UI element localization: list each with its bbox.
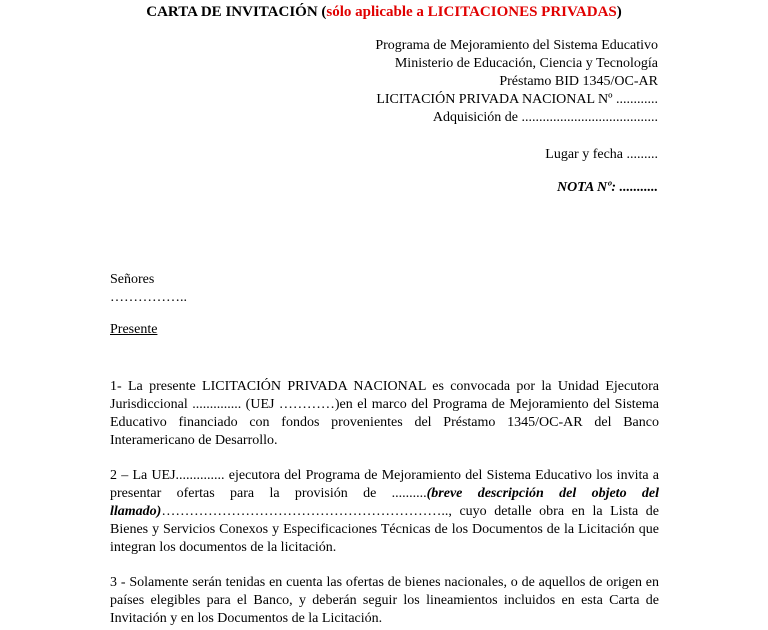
title-highlight: sólo aplicable a LICITACIONES PRIVADAS [326,4,617,20]
paragraph-2 [110,467,659,557]
header-ministry: Ministerio de Educación, Ciencia y Tecnología [394,56,658,71]
paragraph-2-emphasis: (breve descripción del objeto del llamado) [110,486,659,519]
document-title [0,2,768,22]
title-suffix: ) [616,4,622,20]
note-number: NOTA Nº: ........... [556,180,658,195]
header-adquisicion: Adquisición de ....................................... [432,110,658,125]
addressee-placeholder: …………….. [110,290,187,305]
paragraph-2-end: …………………………………………………….., cuyo detalle obra en la Lista de Bienes y Servicios Conexos y Especificaciones Técnicas de los Documentos de la Licitación que integran los documentos de la licitación. [110,504,659,555]
header-loan: Préstamo BID 1345/OC-AR [499,74,658,89]
addressee-greeting: Señores [110,272,155,287]
paragraph-3: 3 - Solamente serán tenidas en cuenta las ofertas de bienes nacionales, o de aquellos de origen en países elegibles para el Banco, y deberán seguir los lineamientos incluidos en esta Carta de Invitación y en los Documentos de la Licitación. [110,575,659,626]
presente-label: Presente [110,322,158,337]
place-date: Lugar y fecha ......... [545,147,658,162]
title-prefix: CARTA DE INVITACIÓN ( [146,4,327,20]
paragraph-1: 1- La presente LICITACIÓN PRIVADA NACIONAL es convocada por la Unidad Ejecutora Jurisdiccional .............. (UEJ …………)en el marco del Programa de Mejoramiento del Sistema Educativo financiado con fondos provenientes del Préstamo 1345/OC-AR del Banco Interamericano de Desarrollo. [110,379,659,448]
header-licitacion: LICITACIÓN PRIVADA NACIONAL Nº ............ [376,92,658,107]
paragraph-2-start: 2 – La UEJ.............. ejecutora del Programa de Mejoramiento del Sistema Educativo los invita a presentar ofertas para la provisión de .......... [110,468,659,501]
header-program: Programa de Mejoramiento del Sistema Educativo [375,38,658,53]
